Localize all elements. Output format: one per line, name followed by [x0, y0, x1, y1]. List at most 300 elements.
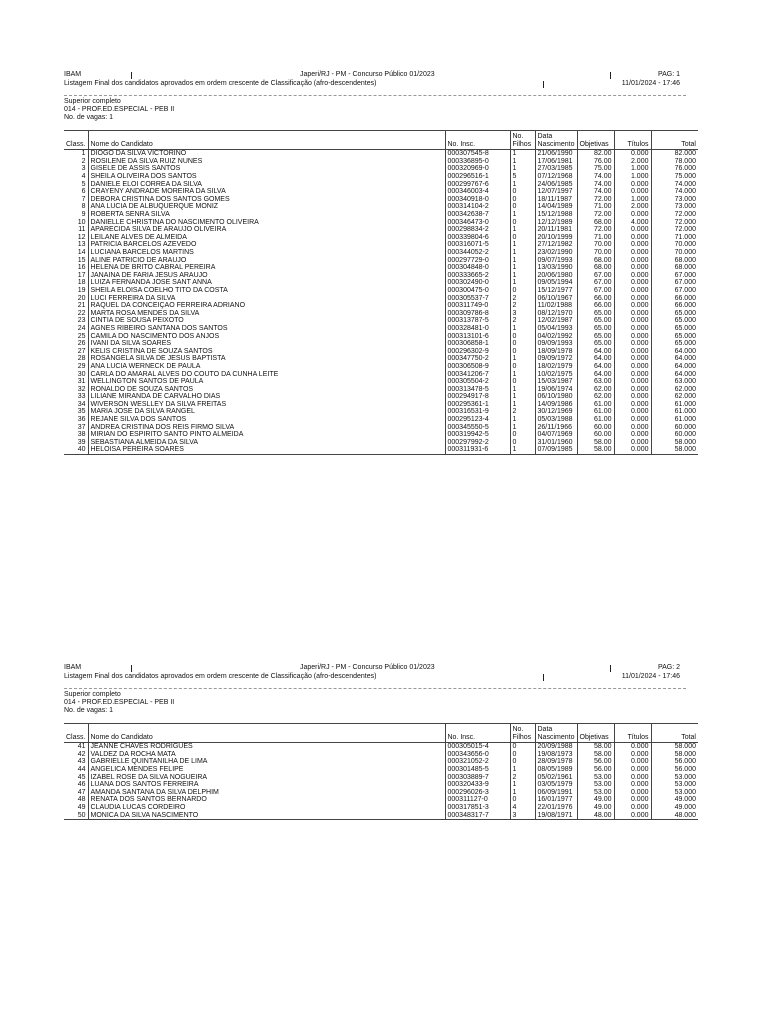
total-cell: 60.000 — [651, 423, 698, 431]
class-cell: 9 — [64, 211, 88, 219]
col-name: Nome do Candidato — [88, 724, 445, 743]
titulos-cell: 0.000 — [614, 804, 651, 812]
table-row — [64, 751, 698, 759]
titulos-cell: 0.000 — [614, 332, 651, 340]
insc-cell: 000296302-9 — [445, 347, 510, 355]
generated-datetime: 11/01/2024 - 17:46 — [621, 80, 680, 87]
name-cell: ANA LUCIA WERNECK DE PAULA — [88, 363, 445, 371]
birthdate-cell: 07/09/1985 — [535, 446, 577, 454]
class-cell: 20 — [64, 294, 88, 302]
birthdate-cell: 26/11/1966 — [535, 423, 577, 431]
name-cell: RAQUEL DA CONCEIÇAO FERREIRA ADRIANO — [88, 302, 445, 310]
insc-cell: 000302490-0 — [445, 279, 510, 287]
filhos-cell: 0 — [510, 340, 535, 348]
name-cell: LUCI FERREIRA DA SILVA — [88, 294, 445, 302]
filhos-cell: 1 — [510, 211, 535, 219]
filhos-cell: 3 — [510, 309, 535, 317]
class-cell: 46 — [64, 781, 88, 789]
filhos-cell: 2 — [510, 317, 535, 325]
total-cell: 53.000 — [651, 781, 698, 789]
birthdate-cell: 24/06/1985 — [535, 180, 577, 188]
name-cell: REJANE SILVA DOS SANTOS — [88, 416, 445, 424]
birthdate-cell: 30/12/1969 — [535, 408, 577, 416]
insc-cell: 000296516-1 — [445, 173, 510, 181]
name-cell: CRAYENY ANDRADE MOREIRA DA SILVA — [88, 188, 445, 196]
birthdate-cell: 20/10/1999 — [535, 234, 577, 242]
filhos-cell: 1 — [510, 416, 535, 424]
name-cell: ROSILENE DA SILVA RUIZ NUNES — [88, 158, 445, 166]
table-row — [64, 811, 698, 819]
birthdate-cell: 12/07/1997 — [535, 188, 577, 196]
filhos-cell: 0 — [510, 218, 535, 226]
titulos-cell: 2.000 — [614, 158, 651, 166]
list-description: Listagem Final dos candidatos aprovados em ordem crescente de Classificação (afro-descendentes) — [64, 673, 377, 680]
insc-cell: 000316531-9 — [445, 408, 510, 416]
titulos-cell: 2.000 — [614, 203, 651, 211]
name-cell: SHEILA OLIVEIRA DOS SANTOS — [88, 173, 445, 181]
table-row — [64, 218, 698, 226]
class-cell: 22 — [64, 309, 88, 317]
contest-title: Japeri/RJ - PM - Concurso Público 01/2023 — [300, 71, 435, 78]
insc-cell: 000294917-8 — [445, 393, 510, 401]
total-cell: 65.000 — [651, 309, 698, 317]
col-insc: No. Insc. — [445, 131, 510, 150]
header-divider — [610, 665, 611, 672]
titulos-cell: 0.000 — [614, 325, 651, 333]
total-cell: 64.000 — [651, 347, 698, 355]
header-divider — [131, 72, 132, 79]
objetivas-cell: 71.00 — [577, 234, 614, 242]
table-row — [64, 272, 698, 280]
header-divider — [543, 674, 544, 681]
titulos-cell: 0.000 — [614, 264, 651, 272]
filhos-cell: 1 — [510, 401, 535, 409]
total-cell: 74.000 — [651, 188, 698, 196]
objetivas-cell: 48.00 — [577, 811, 614, 819]
titulos-cell: 0.000 — [614, 150, 651, 158]
total-cell: 75.000 — [651, 173, 698, 181]
filhos-cell: 0 — [510, 196, 535, 204]
titulos-cell: 0.000 — [614, 781, 651, 789]
insc-cell: 000320969-0 — [445, 165, 510, 173]
objetivas-cell: 65.00 — [577, 340, 614, 348]
table-row — [64, 804, 698, 812]
birthdate-cell: 11/02/1988 — [535, 302, 577, 310]
total-cell: 72.000 — [651, 218, 698, 226]
titulos-cell: 0.000 — [614, 796, 651, 804]
total-cell: 53.000 — [651, 789, 698, 797]
name-cell: MIRIAN DO ESPIRITO SANTO PINTO ALMEIDA — [88, 431, 445, 439]
filhos-cell: 1 — [510, 423, 535, 431]
total-cell: 61.000 — [651, 401, 698, 409]
filhos-cell: 1 — [510, 158, 535, 166]
header-divider — [543, 81, 544, 88]
class-cell: 38 — [64, 431, 88, 439]
total-cell: 66.000 — [651, 294, 698, 302]
filhos-cell: 3 — [510, 811, 535, 819]
insc-cell: 000348317-7 — [445, 811, 510, 819]
section-info — [64, 98, 174, 122]
birthdate-cell: 12/12/1989 — [535, 218, 577, 226]
table-row — [64, 340, 698, 348]
total-cell: 49.000 — [651, 804, 698, 812]
titulos-cell: 0.000 — [614, 211, 651, 219]
titulos-cell: 0.000 — [614, 416, 651, 424]
total-cell: 48.000 — [651, 811, 698, 819]
table-row — [64, 211, 698, 219]
birthdate-cell: 05/03/1988 — [535, 416, 577, 424]
list-description: Listagem Final dos candidatos aprovados em ordem crescente de Classificação (afro-descendentes) — [64, 80, 377, 87]
col-birthdate: Data Nascimento — [535, 724, 577, 743]
filhos-cell: 1 — [510, 325, 535, 333]
col-birthdate: Data Nascimento — [535, 131, 577, 150]
birthdate-cell: 20/06/1980 — [535, 272, 577, 280]
table-row — [64, 264, 698, 272]
total-cell: 72.000 — [651, 226, 698, 234]
col-objetivas: Objetivas — [577, 131, 614, 150]
birthdate-cell: 06/09/1991 — [535, 789, 577, 797]
table-header-row — [64, 131, 698, 150]
table-row — [64, 789, 698, 797]
birthdate-cell: 14/04/1989 — [535, 203, 577, 211]
objetivas-cell: 67.00 — [577, 287, 614, 295]
birthdate-cell: 23/02/1990 — [535, 249, 577, 257]
name-cell: IVANI DA SILVA SOARES — [88, 340, 445, 348]
titulos-cell: 0.000 — [614, 385, 651, 393]
titulos-cell: 0.000 — [614, 302, 651, 310]
total-cell: 73.000 — [651, 203, 698, 211]
divider — [64, 688, 686, 689]
total-cell: 58.000 — [651, 751, 698, 759]
org-name: IBAM — [64, 664, 82, 671]
col-titulos: Títulos — [614, 131, 651, 150]
objetivas-cell: 65.00 — [577, 317, 614, 325]
birthdate-cell: 20/11/1981 — [535, 226, 577, 234]
class-cell: 26 — [64, 340, 88, 348]
table-row — [64, 431, 698, 439]
birthdate-cell: 18/02/1979 — [535, 363, 577, 371]
insc-cell: 000301485-5 — [445, 766, 510, 774]
total-cell: 61.000 — [651, 416, 698, 424]
insc-cell: 000333665-2 — [445, 272, 510, 280]
filhos-cell: 1 — [510, 165, 535, 173]
titulos-cell: 0.000 — [614, 439, 651, 447]
total-cell: 63.000 — [651, 378, 698, 386]
birthdate-cell: 10/02/1975 — [535, 370, 577, 378]
table-row — [64, 401, 698, 409]
birthdate-cell: 06/10/1980 — [535, 393, 577, 401]
total-cell: 82.000 — [651, 150, 698, 158]
total-cell: 68.000 — [651, 256, 698, 264]
insc-cell: 000341206-7 — [445, 370, 510, 378]
filhos-cell: 1 — [510, 226, 535, 234]
objetivas-cell: 75.00 — [577, 165, 614, 173]
table-row — [64, 203, 698, 211]
insc-cell: 000346473-0 — [445, 218, 510, 226]
objetivas-cell: 49.00 — [577, 796, 614, 804]
total-cell: 74.000 — [651, 180, 698, 188]
titulos-cell: 0.000 — [614, 370, 651, 378]
table-row — [64, 309, 698, 317]
titulos-cell: 0.000 — [614, 773, 651, 781]
titulos-cell: 0.000 — [614, 401, 651, 409]
filhos-cell: 0 — [510, 751, 535, 759]
class-cell: 2 — [64, 158, 88, 166]
class-cell: 17 — [64, 272, 88, 280]
class-cell: 44 — [64, 766, 88, 774]
class-cell: 39 — [64, 439, 88, 447]
table-row — [64, 796, 698, 804]
filhos-cell: 2 — [510, 294, 535, 302]
titulos-cell: 0.000 — [614, 317, 651, 325]
class-cell: 7 — [64, 196, 88, 204]
name-cell: LUIZA FERNANDA JOSE SANT ANNA — [88, 279, 445, 287]
insc-cell: 000311127-0 — [445, 796, 510, 804]
total-cell: 56.000 — [651, 758, 698, 766]
table-header-row — [64, 724, 698, 743]
objetivas-cell: 68.00 — [577, 256, 614, 264]
total-cell: 64.000 — [651, 355, 698, 363]
filhos-cell: 1 — [510, 249, 535, 257]
name-cell: DEBORA CRISTINA DOS SANTOS GOMES — [88, 196, 445, 204]
name-cell: HELOISA PEREIRA SOARES — [88, 446, 445, 454]
class-cell: 19 — [64, 287, 88, 295]
birthdate-cell: 18/09/1978 — [535, 347, 577, 355]
col-total: Total — [651, 724, 698, 743]
page-number: PAG: 1 — [657, 71, 680, 78]
objetivas-cell: 58.00 — [577, 446, 614, 454]
filhos-cell: 1 — [510, 272, 535, 280]
insc-cell: 000298834-2 — [445, 226, 510, 234]
name-cell: JEANNE CHAVES RODRIGUES — [88, 743, 445, 751]
name-cell: LUANA DOS SANTOS FERREIRA — [88, 781, 445, 789]
objetivas-cell: 58.00 — [577, 439, 614, 447]
insc-cell: 000347750-2 — [445, 355, 510, 363]
name-cell: HELENA DE BRITO CABRAL PEREIRA — [88, 264, 445, 272]
total-cell: 73.000 — [651, 196, 698, 204]
insc-cell: 000296026-3 — [445, 789, 510, 797]
role-title: 014 - PROF.ED.ESPECIAL - PEB II — [64, 699, 175, 706]
birthdate-cell: 15/12/1988 — [535, 211, 577, 219]
birthdate-cell: 27/12/1982 — [535, 241, 577, 249]
filhos-cell: 1 — [510, 385, 535, 393]
name-cell: CARLA DO AMARAL ALVES DO COUTO DA CUNHA LEITE — [88, 370, 445, 378]
objetivas-cell: 67.00 — [577, 272, 614, 280]
filhos-cell: 2 — [510, 408, 535, 416]
objetivas-cell: 74.00 — [577, 173, 614, 181]
class-cell: 29 — [64, 363, 88, 371]
filhos-cell: 1 — [510, 279, 535, 287]
name-cell: PATRICIA BARCELOS AZEVEDO — [88, 241, 445, 249]
table-row — [64, 347, 698, 355]
col-objetivas: Objetivas — [577, 724, 614, 743]
page-number: PAG: 2 — [657, 664, 680, 671]
class-cell: 41 — [64, 743, 88, 751]
table-body — [64, 743, 698, 820]
name-cell: AGNES RIBEIRO SANTANA DOS SANTOS — [88, 325, 445, 333]
name-cell: MARIA JOSE DA SILVA RANGEL — [88, 408, 445, 416]
table-row — [64, 370, 698, 378]
objetivas-cell: 72.00 — [577, 211, 614, 219]
titulos-cell: 0.000 — [614, 309, 651, 317]
birthdate-cell: 04/02/1992 — [535, 332, 577, 340]
table-row — [64, 150, 698, 158]
objetivas-cell: 74.00 — [577, 180, 614, 188]
objetivas-cell: 66.00 — [577, 302, 614, 310]
total-cell: 64.000 — [651, 370, 698, 378]
name-cell: WELLINGTON SANTOS DE PAULA — [88, 378, 445, 386]
birthdate-cell: 09/05/1994 — [535, 279, 577, 287]
titulos-cell: 0.000 — [614, 446, 651, 454]
table-row — [64, 234, 698, 242]
filhos-cell: 0 — [510, 203, 535, 211]
filhos-cell: 4 — [510, 804, 535, 812]
total-cell: 70.000 — [651, 241, 698, 249]
titulos-cell: 0.000 — [614, 789, 651, 797]
col-titulos: Títulos — [614, 724, 651, 743]
insc-cell: 000317851-3 — [445, 804, 510, 812]
titulos-cell: 0.000 — [614, 234, 651, 242]
class-cell: 11 — [64, 226, 88, 234]
class-cell: 6 — [64, 188, 88, 196]
class-cell: 40 — [64, 446, 88, 454]
titulos-cell: 0.000 — [614, 766, 651, 774]
table-row — [64, 180, 698, 188]
col-insc: No. Insc. — [445, 724, 510, 743]
filhos-cell: 0 — [510, 743, 535, 751]
table-row — [64, 196, 698, 204]
objetivas-cell: 64.00 — [577, 363, 614, 371]
birthdate-cell: 08/05/1989 — [535, 766, 577, 774]
filhos-cell: 1 — [510, 150, 535, 158]
section-info — [64, 691, 174, 715]
titulos-cell: 0.000 — [614, 256, 651, 264]
titulos-cell: 0.000 — [614, 393, 651, 401]
table-row — [64, 378, 698, 386]
birthdate-cell: 18/11/1987 — [535, 196, 577, 204]
insc-cell: 000328481-0 — [445, 325, 510, 333]
objetivas-cell: 74.00 — [577, 188, 614, 196]
class-cell: 13 — [64, 241, 88, 249]
birthdate-cell: 03/05/1979 — [535, 781, 577, 789]
insc-cell: 000320433-9 — [445, 781, 510, 789]
table-row — [64, 363, 698, 371]
titulos-cell: 0.000 — [614, 287, 651, 295]
birthdate-cell: 20/09/1988 — [535, 743, 577, 751]
role-title: 014 - PROF.ED.ESPECIAL - PEB II — [64, 106, 175, 113]
education-level: Superior completo — [64, 691, 121, 698]
name-cell: LILIANE MIRANDA DE CARVALHO DIAS — [88, 393, 445, 401]
contest-title: Japeri/RJ - PM - Concurso Público 01/2023 — [300, 664, 435, 671]
table-body — [64, 150, 698, 455]
filhos-cell: 1 — [510, 781, 535, 789]
birthdate-cell: 07/12/1968 — [535, 173, 577, 181]
name-cell: APARECIDA SILVA DE ARAUJO OLIVEIRA — [88, 226, 445, 234]
education-level: Superior completo — [64, 98, 121, 105]
objetivas-cell: 58.00 — [577, 751, 614, 759]
class-cell: 32 — [64, 385, 88, 393]
titulos-cell: 0.000 — [614, 294, 651, 302]
table-row — [64, 758, 698, 766]
birthdate-cell: 19/08/1973 — [535, 751, 577, 759]
filhos-cell: 0 — [510, 347, 535, 355]
titulos-cell: 0.000 — [614, 241, 651, 249]
titulos-cell: 1.000 — [614, 165, 651, 173]
total-cell: 67.000 — [651, 272, 698, 280]
filhos-cell: 0 — [510, 431, 535, 439]
report-page-2 — [0, 664, 768, 819]
filhos-cell: 1 — [510, 789, 535, 797]
name-cell: SHEILA ELOISA COELHO TITO DA COSTA — [88, 287, 445, 295]
objetivas-cell: 63.00 — [577, 378, 614, 386]
insc-cell: 000303889-7 — [445, 773, 510, 781]
table-row — [64, 408, 698, 416]
total-cell: 65.000 — [651, 340, 698, 348]
filhos-cell: 0 — [510, 758, 535, 766]
table-row — [64, 241, 698, 249]
class-cell: 3 — [64, 165, 88, 173]
table-row — [64, 294, 698, 302]
name-cell: SEBASTIANA ALMEIDA DA SILVA — [88, 439, 445, 447]
name-cell: VALDEZ DA ROCHA MATA — [88, 751, 445, 759]
name-cell: MONICA DA SILVA NASCIMENTO — [88, 811, 445, 819]
total-cell: 49.000 — [651, 796, 698, 804]
table-row — [64, 188, 698, 196]
birthdate-cell: 31/01/1960 — [535, 439, 577, 447]
header-divider — [610, 72, 611, 79]
titulos-cell: 0.000 — [614, 279, 651, 287]
class-cell: 16 — [64, 264, 88, 272]
birthdate-cell: 09/07/1993 — [535, 256, 577, 264]
insc-cell: 000313101-6 — [445, 332, 510, 340]
class-cell: 8 — [64, 203, 88, 211]
titulos-cell: 0.000 — [614, 751, 651, 759]
insc-cell: 000319942-5 — [445, 431, 510, 439]
insc-cell: 000305504-2 — [445, 378, 510, 386]
table-row — [64, 287, 698, 295]
filhos-cell: 2 — [510, 302, 535, 310]
header-divider — [131, 665, 132, 672]
class-cell: 27 — [64, 347, 88, 355]
objetivas-cell: 70.00 — [577, 241, 614, 249]
insc-cell: 000313478-5 — [445, 385, 510, 393]
objetivas-cell: 72.00 — [577, 196, 614, 204]
name-cell: MARTA ROSA MENDES DA SILVA — [88, 309, 445, 317]
filhos-cell: 1 — [510, 264, 535, 272]
objetivas-cell: 61.00 — [577, 401, 614, 409]
class-cell: 21 — [64, 302, 88, 310]
table-row — [64, 158, 698, 166]
birthdate-cell: 05/04/1993 — [535, 325, 577, 333]
filhos-cell: 0 — [510, 234, 535, 242]
objetivas-cell: 62.00 — [577, 385, 614, 393]
titulos-cell: 0.000 — [614, 378, 651, 386]
col-class: Class. — [64, 724, 88, 743]
objetivas-cell: 65.00 — [577, 325, 614, 333]
table-row — [64, 279, 698, 287]
birthdate-cell: 12/02/1987 — [535, 317, 577, 325]
objetivas-cell: 72.00 — [577, 226, 614, 234]
objetivas-cell: 67.00 — [577, 279, 614, 287]
class-cell: 1 — [64, 150, 88, 158]
total-cell: 62.000 — [651, 393, 698, 401]
name-cell: WIVERSON WESLLEY DA SILVA FREITAS — [88, 401, 445, 409]
objetivas-cell: 64.00 — [577, 355, 614, 363]
col-class: Class. — [64, 131, 88, 150]
filhos-cell: 1 — [510, 446, 535, 454]
class-cell: 45 — [64, 773, 88, 781]
total-cell: 65.000 — [651, 325, 698, 333]
